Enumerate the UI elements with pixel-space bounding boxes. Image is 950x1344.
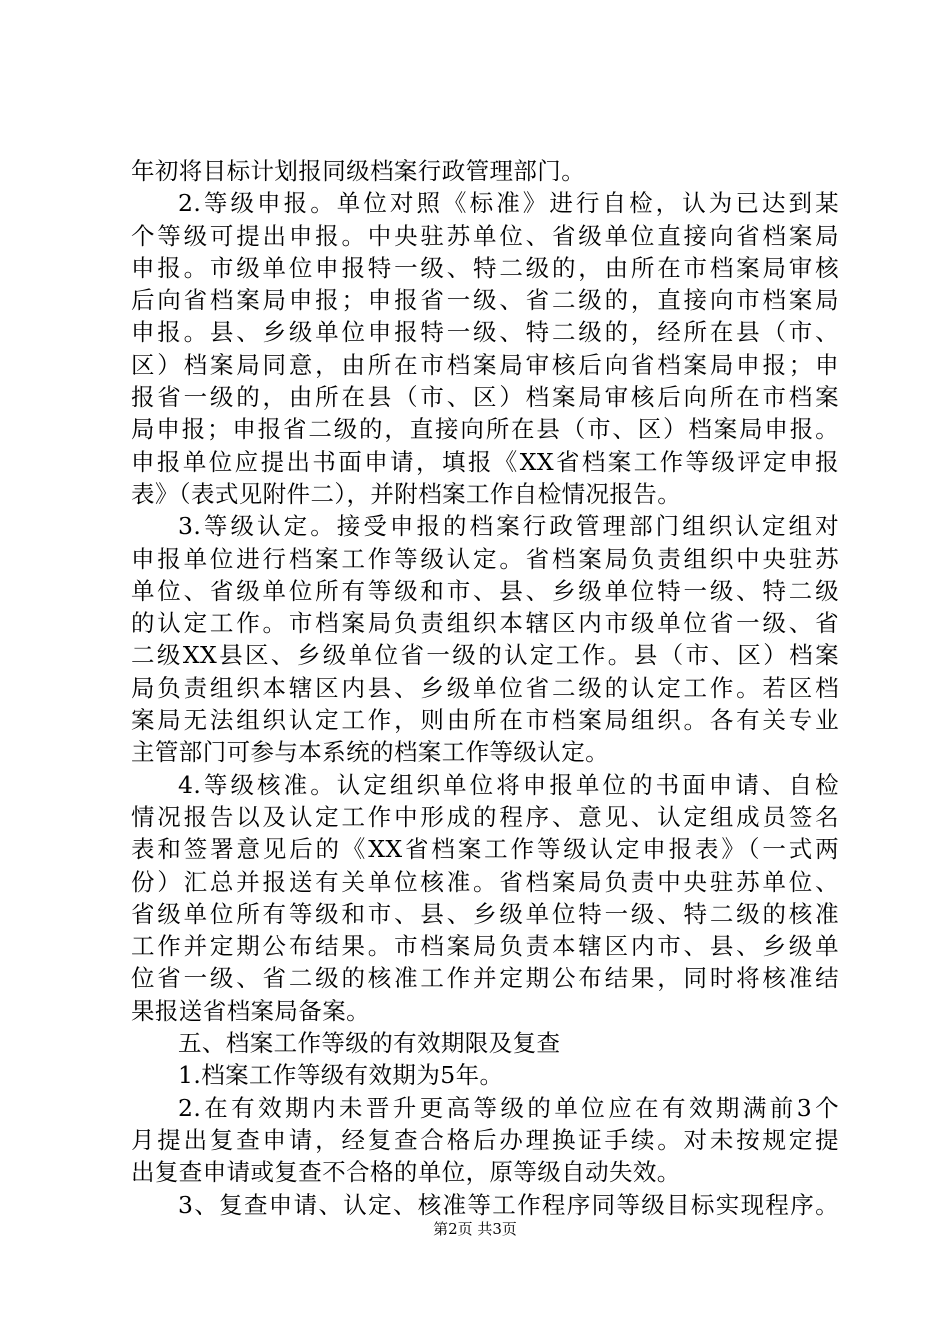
text-line: 局负责组织本辖区内县、乡级单位省二级的认定工作。若区档 xyxy=(131,673,839,702)
text-line: 果报送省档案局备案。 xyxy=(131,996,370,1025)
text-line: 表和签署意见后的《XX省档案工作等级认定申报表》（一式两 xyxy=(131,835,839,864)
text-line: 个等级可提出申报。中央驻苏单位、省级单位直接向省档案局 xyxy=(131,221,839,250)
text-line: 后向省档案局申报；申报省一级、省二级的，直接向市档案局 xyxy=(131,286,839,315)
text-line: 2.在有效期内未晋升更高等级的单位应在有效期满前3个 xyxy=(178,1093,839,1122)
text-line: 申报单位进行档案工作等级认定。省档案局负责组织中央驻苏 xyxy=(131,544,839,573)
text-line: 表》（表式见附件二），并附档案工作自检情况报告。 xyxy=(131,479,682,508)
text-line: 工作并定期公布结果。市档案局负责本辖区内市、县、乡级单 xyxy=(131,932,839,961)
text-line: 区）档案局同意，由所在市档案局审核后向省档案局申报；申 xyxy=(131,350,839,379)
text-line: 二级XX县区、乡级单位省一级的认定工作。县（市、区）档案 xyxy=(131,641,839,670)
text-line: 2.等级申报。单位对照《标准》进行自检，认为已达到某 xyxy=(178,189,839,218)
text-line: 4.等级核准。认定组织单位将申报单位的书面申请、自检 xyxy=(178,770,839,799)
text-line: 3.等级认定。接受申报的档案行政管理部门组织认定组对 xyxy=(178,512,839,541)
text-line: 申报。市级单位申报特一级、特二级的，由所在市档案局审核 xyxy=(131,253,839,282)
text-line: 申报。县、乡级单位申报特一级、特二级的，经所在县（市、 xyxy=(131,318,839,347)
text-line: 1.档案工作等级有效期为5年。 xyxy=(178,1061,504,1090)
text-line: 省级单位所有等级和市、县、乡级单位特一级、特二级的核准 xyxy=(131,899,839,928)
text-line: 报省一级的，由所在县（市、区）档案局审核后向所在市档案 xyxy=(131,383,839,412)
text-line: 五、档案工作等级的有效期限及复查 xyxy=(178,1029,561,1058)
text-line: 出复查申请或复查不合格的单位，原等级自动失效。 xyxy=(131,1158,681,1187)
text-line: 申报单位应提出书面申请，填报《XX省档案工作等级评定申报 xyxy=(131,447,839,476)
text-line: 3、复查申请、认定、核准等工作程序同等级目标实现程序。 xyxy=(178,1190,839,1219)
text-line: 案局无法组织认定工作，则由所在市档案局组织。各有关专业 xyxy=(131,706,839,735)
text-line: 单位、省级单位所有等级和市、县、乡级单位特一级、特二级 xyxy=(131,576,839,605)
text-line: 月提出复查申请，经复查合格后办理换证手续。对未按规定提 xyxy=(131,1125,839,1154)
page-footer: 第2页 共3页 xyxy=(433,1220,517,1238)
text-line: 主管部门可参与本系统的档案工作等级认定。 xyxy=(131,738,609,767)
text-line: 的认定工作。市档案局负责组织本辖区内市级单位省一级、省 xyxy=(131,609,839,638)
text-line: 局申报；申报省二级的，直接向所在县（市、区）档案局申报。 xyxy=(131,415,839,444)
text-line: 年初将目标计划报同级档案行政管理部门。 xyxy=(131,157,586,185)
text-line: 份）汇总并报送有关单位核准。省档案局负责中央驻苏单位、 xyxy=(131,867,839,896)
text-line: 位省一级、省二级的核准工作并定期公布结果，同时将核准结 xyxy=(131,964,839,993)
text-line: 情况报告以及认定工作中形成的程序、意见、认定组成员签名 xyxy=(131,802,839,831)
document-body xyxy=(131,155,839,1221)
